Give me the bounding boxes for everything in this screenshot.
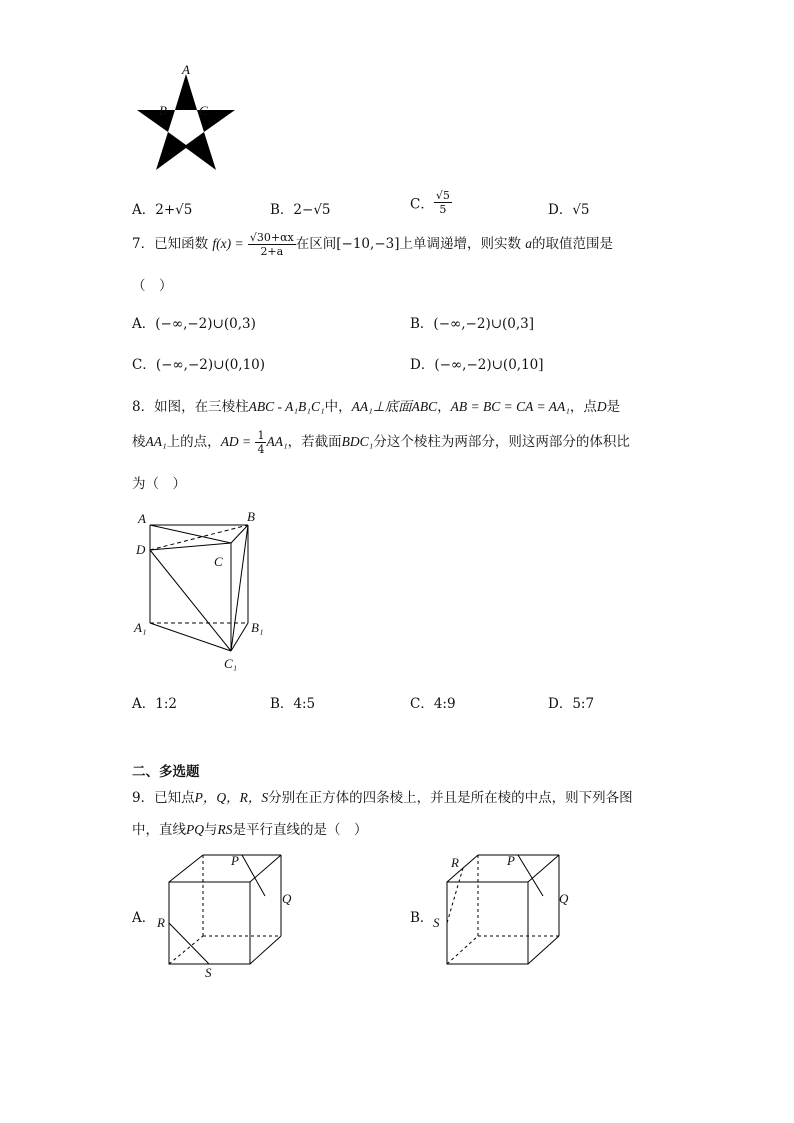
q7-option-d[interactable] — [410, 353, 544, 373]
q7-option-b[interactable] — [410, 312, 534, 332]
line-pq — [518, 855, 543, 896]
q6-option-c[interactable] — [410, 190, 452, 215]
option-letter: C． — [410, 696, 434, 712]
q6-option-d[interactable] — [548, 198, 590, 218]
option-text: (−∞,−2)∪(0,10] — [434, 357, 544, 373]
q9-stem-line-2: 中，直线PQ与RS是平行直线的是（ ） — [132, 822, 368, 838]
option-letter: B． — [270, 202, 294, 218]
edge-ac — [150, 525, 231, 543]
option-text: 5:7 — [572, 696, 595, 712]
label-b: B — [247, 509, 255, 524]
edge-bc1 — [231, 525, 248, 651]
star-figure — [128, 62, 244, 182]
option-letter: C． — [132, 357, 156, 373]
label-c: C — [214, 554, 223, 569]
q8-stem-line-3: 为（ ） — [132, 476, 186, 492]
q8-option-c[interactable] — [410, 692, 456, 712]
label-a: A — [138, 511, 146, 526]
label-d: D — [136, 542, 146, 557]
q8-fraction: $\frac{1}{4}$ — [257, 429, 265, 456]
q8-option-d[interactable] — [548, 692, 594, 712]
front-face — [447, 882, 528, 964]
option-letter: B． — [410, 316, 434, 332]
option-letter: C． — [410, 196, 434, 213]
option-text: 4:5 — [293, 696, 316, 712]
label-p: P — [507, 853, 515, 868]
label-b1: B₁ — [251, 620, 264, 635]
prism-figure — [128, 506, 278, 676]
label-p: P — [231, 853, 239, 868]
option-text: 2+√5 — [155, 202, 193, 218]
label-c: C — [199, 103, 208, 118]
label-a1: A₁ — [134, 620, 147, 635]
edge-b1c1 — [231, 623, 248, 651]
q9-stem-line-1: 9．已知点P，Q，R，S分别在正方体的四条棱上，并且是所在棱的中点，则下列各图 — [132, 790, 633, 806]
label-r: R — [157, 915, 165, 930]
option-letter: D． — [548, 202, 573, 218]
q6-option-b[interactable] — [270, 198, 331, 218]
q6-option-a[interactable] — [132, 198, 192, 218]
option-text: √5 — [572, 202, 590, 218]
line-rs — [447, 868, 463, 923]
option-text: (−∞,−2)∪(0,3] — [433, 316, 535, 332]
cube-figure-a — [150, 848, 310, 983]
section-heading: 二、多选题 — [132, 764, 200, 780]
option-letter: D． — [548, 696, 573, 712]
edge-a1c1 — [150, 623, 231, 651]
label-q: Q — [559, 891, 569, 906]
option-text: 1:2 — [155, 696, 177, 712]
option-text: 2−√5 — [293, 202, 331, 218]
q8-option-b[interactable] — [270, 692, 315, 712]
q8-option-a[interactable] — [132, 692, 177, 712]
option-text: 4:9 — [433, 696, 456, 712]
q7-stem: 7．已知函数 f(x) = $\frac{√30+\alpha x}{2+a}$ 在区间[−10,−3]上单调递增，则实数 a的取值范围是 — [132, 231, 614, 258]
q9-option-b[interactable]: B． — [410, 910, 434, 926]
label-c1: C₁ — [224, 656, 238, 671]
q8-stem-line-2: 棱AA₁上的点，AD = $\frac{1}{4}$ AA₁，若截面BDC₁分这个棱柱为两部分，则这两部分的体积比 — [132, 429, 630, 456]
q7-option-c[interactable] — [132, 353, 265, 373]
option-letter: B． — [270, 696, 294, 712]
edge-dc — [150, 543, 231, 550]
q7-paren: （ ） — [132, 278, 173, 294]
option-letter: A． — [132, 202, 156, 218]
option-letter: D． — [410, 357, 435, 373]
q7-option-a[interactable] — [132, 312, 256, 332]
label-r: R — [451, 855, 459, 870]
option-letter: A． — [132, 316, 156, 332]
label-a: A — [182, 62, 190, 77]
line-pq — [242, 855, 265, 896]
label-b: B — [159, 103, 167, 118]
option-text: (−∞,−2)∪(0,3) — [155, 316, 256, 332]
option-letter: A． — [132, 696, 156, 712]
q9-option-a[interactable]: A． — [132, 910, 156, 926]
q7-fraction: $\frac{√30+\alpha x}{2+a}$ — [249, 231, 294, 258]
label-q: Q — [282, 891, 292, 906]
cube-figure-b — [428, 848, 588, 983]
option-text: (−∞,−2)∪(0,10) — [155, 357, 266, 373]
label-s: S — [205, 965, 212, 980]
option-fraction: $\frac{√5}{5}$ — [435, 189, 450, 216]
front-face — [169, 882, 250, 964]
label-s: S — [433, 915, 440, 930]
q8-stem-line-1: 8．如图，在三棱柱ABC - A₁B₁C₁中，AA₁⊥底面ABC，AB = BC = CA = AA₁，点D是 — [132, 399, 621, 415]
